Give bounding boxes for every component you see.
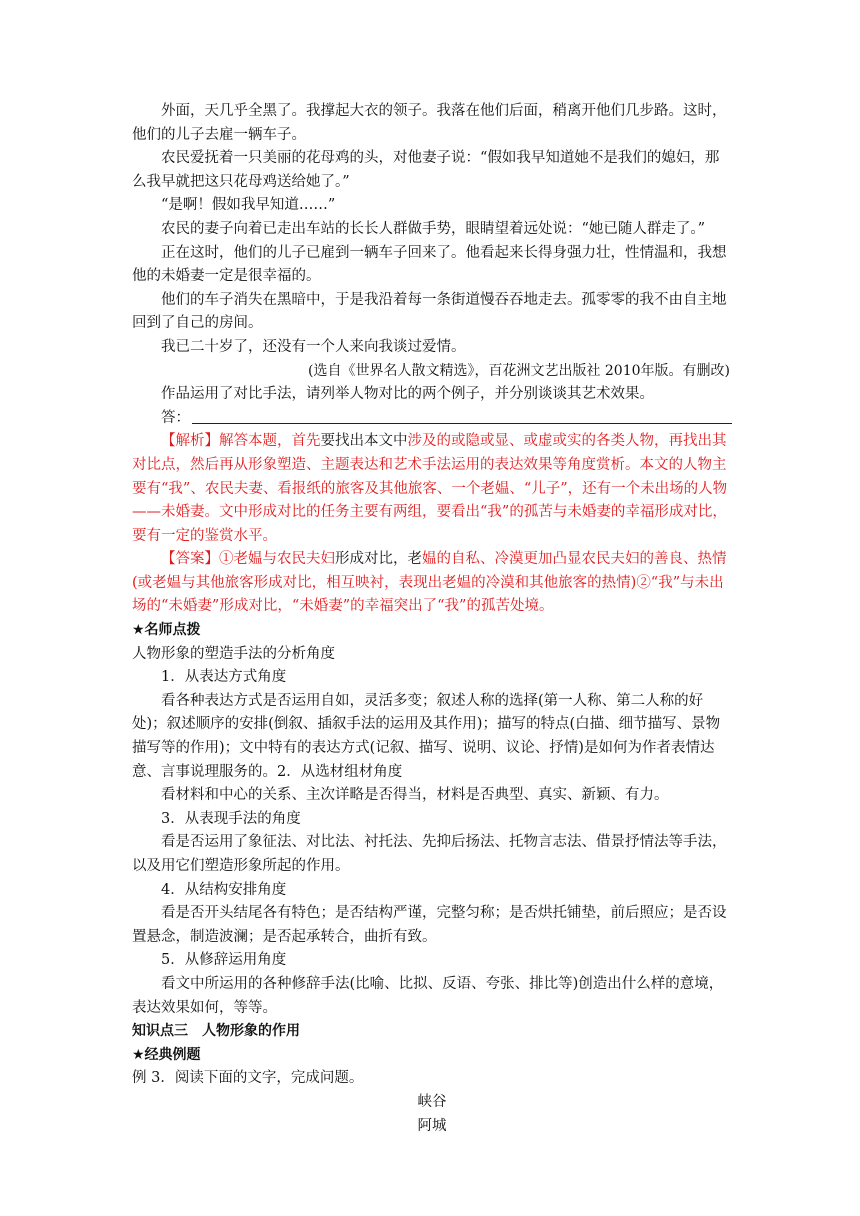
source-citation: (选自《世界名人散文精选》，百花洲文艺出版社 2010年版。有删改)	[307, 362, 730, 379]
story-title: 峡谷	[417, 1093, 447, 1110]
answer-label: 答：	[161, 409, 190, 426]
story-author: 阿城	[417, 1117, 447, 1134]
example-line: 例 3．阅读下面的文字，完成问题。	[132, 1070, 364, 1087]
answer-tag: 【答案】	[161, 551, 219, 568]
example-heading: ★经典例题	[132, 1046, 201, 1063]
document-page	[132, 100, 732, 1138]
answer-blank-line[interactable]	[192, 422, 732, 424]
story-paragraph: 他们的车子消失在黑暗中，于是我沿着每一条街道慢吞吞地走去。孤零零的我不由自主地回到了自己的房间。	[132, 291, 727, 332]
question-text: 作品运用了对比手法，请列举人物对比的两个例子，并分别谈谈其艺术效果。	[161, 386, 654, 403]
story-paragraph: 农民的妻子向着已走出车站的长长人群做手势，眼睛望着远处说：“她已随人群走了。”	[161, 220, 706, 237]
answer-text-b: 形成对比，老	[335, 551, 422, 568]
analysis-paragraph	[132, 430, 732, 548]
tip-item-heading: 3．从表现手法的角度	[161, 810, 301, 827]
tip-item-body: 看是否运用了象征法、对比法、衬托法、先抑后扬法、托物言志法、借景抒情法等手法，以及用它们塑造形象所起的作用。	[132, 834, 727, 874]
answer-text-e: ②“我”与未出场的“未婚妻”形成对比，“未婚妻”的幸福突出了“我”的孤苦处境。	[132, 574, 724, 615]
story-paragraph: 我已二十岁了，还没有一个人来向我谈过爱情。	[161, 338, 466, 355]
tips-subtitle: 人物形象的塑造手法的分析角度	[132, 645, 335, 662]
tip-item-body: 看材料和中心的关系、主次详略是否得当，材料是否典型、真实、新颖、有力。	[161, 787, 669, 804]
answer-text-d: (或老媪与其他旅客形成对比，相互映衬，表现出老媪的冷漠和其他旅客的热情)	[132, 574, 637, 591]
answer-paragraph	[132, 548, 732, 619]
tip-item-body: 看是否开头结尾各有特色；是否结构严谨，完整匀称；是否烘托铺垫，前后照应；是否设置悬念，制造波澜；是否起承转合，曲折有致。	[132, 905, 727, 945]
story-paragraph: 外面，天几乎全黑了。我撑起大衣的领子。我落在他们后面，稍离开他们几步路。这时，他们的儿子去雇一辆车子。	[132, 103, 727, 143]
story-paragraph: “是啊！假如我早知道……”	[161, 197, 336, 214]
story-paragraph: 农民爱抚着一只美丽的花母鸡的头，对他妻子说：“假如我早知道她不是我们的媳妇，那么我早就把这只花母鸡送给她了。”	[132, 150, 720, 190]
tips-heading: ★名师点拨	[132, 622, 201, 639]
tip-item-heading: 1．从表达方式角度	[161, 669, 287, 686]
analysis-text-a: 解答本题，首先	[219, 433, 321, 450]
tip-item-body: 看各种表达方式是否运用自如，灵活多变；叙述人称的选择(第一人称、第二人称的好处)；叙述顺序的安排(倒叙、插叙手法的运用及其作用)；描写的特点(白描、细节描写、景物描写等的作用)；文中特有的表达方式(记叙、描写、说明、议论、抒情)是如何为作者表情达意、言事说理服务的。2．从选材组材角度	[132, 692, 721, 780]
answer-blank-row	[132, 407, 732, 431]
analysis-tag: 【解析】	[161, 433, 219, 450]
analysis-text-c: 涉及的或隐或显、或虚或实的各类人物，再找出其对比点，然后再从形象塑造、主题表达和艺术手法运用的表达效果等角度赏析。本文的人物主要有“我”、农民夫妻、看报纸的旅客及其他旅客、一个老媪、“儿子”，还有一个未出场的人物——未婚妻。文中形成对比的任务主要有两组，要看出“我”的孤苦与未婚妻的幸福形成对比，要有一定的鉴赏水平。	[132, 433, 728, 544]
section-heading: 知识点三 人物形象的作用	[132, 1023, 300, 1040]
analysis-text-b: 要找出本文中	[320, 433, 408, 450]
answer-text-c: 媪的自私、冷漠更加凸显农民夫妇的善良、热情	[422, 551, 727, 568]
tip-item-heading: 4．从结构安排角度	[161, 881, 287, 898]
tip-item-body: 看文中所运用的各种修辞手法(比喻、比拟、反语、夸张、排比等)创造出什么样的意境，表达效果如何，等等。	[132, 975, 724, 1016]
story-paragraph: 正在这时，他们的儿子已雇到一辆车子回来了。他看起来长得身强力壮，性情温和，我想他的未婚妻一定是很幸福的。	[132, 244, 727, 285]
answer-text-a: ①老媪与农民夫妇	[219, 551, 335, 568]
tip-item-heading: 5．从修辞运用角度	[161, 952, 287, 969]
